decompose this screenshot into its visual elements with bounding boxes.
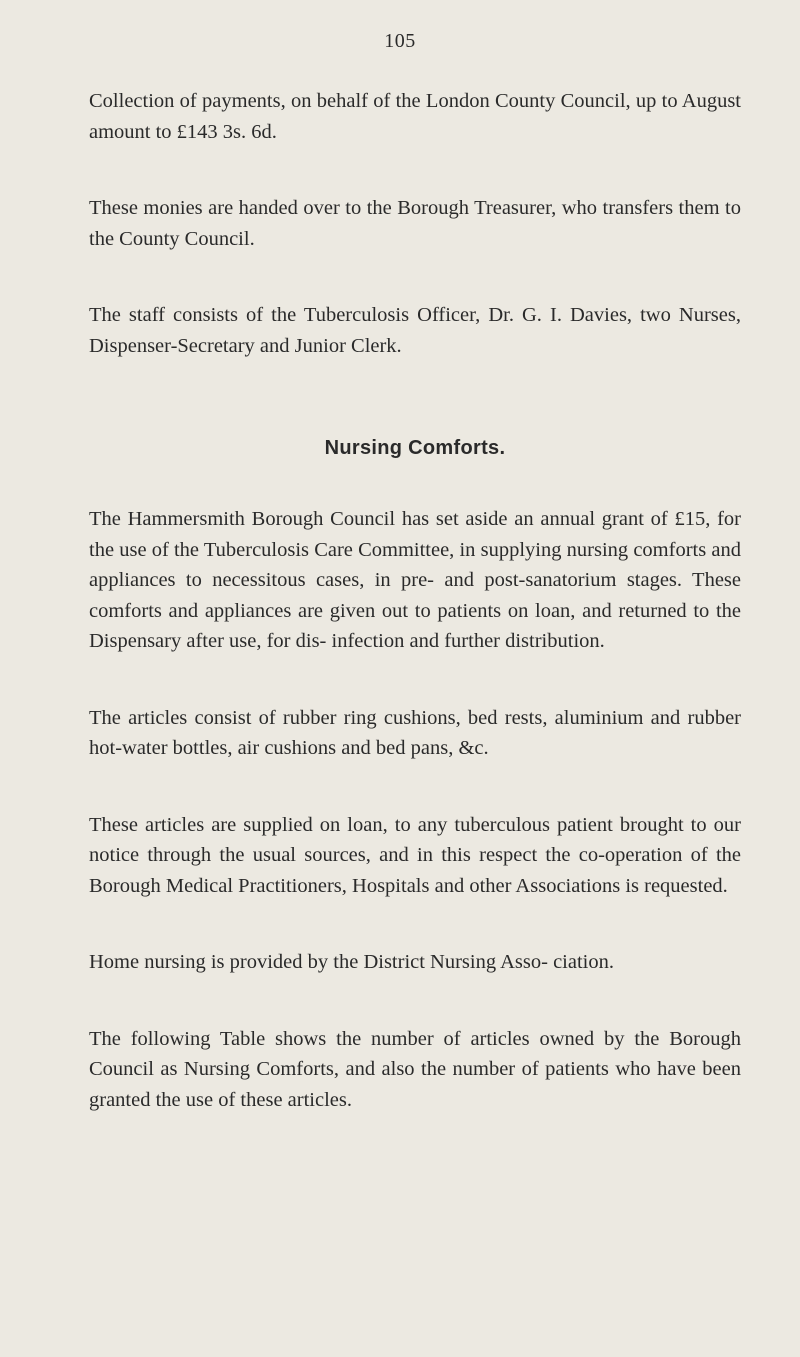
paragraph-supplied-on-loan: These articles are supplied on loan, to any tuberculous patient brought to our notice through the usual sources, and in this respect the co-operation of the Borough Medical Practitioners, Hospitals and other Associations is requested. (89, 813, 741, 897)
paragraph-annual-grant: The Hammersmith Borough Council has set aside an annual grant of £15, for the use of the Tuberculosis Care Committee, in supplying nursing comforts and appliances to necessitous cases, in pre- and post-sanatorium stages. These comforts and appliances are given out to patients on loan, and returned to the Dispensary after use, for dis- infection and further distribution. (89, 508, 741, 652)
paragraph-home-nursing: Home nursing is provided by the District Nursing Asso- ciation. (89, 951, 614, 973)
paragraph-following-table: The following Table shows the number of articles owned by the Borough Council as Nursing Comforts, and also the number of patients who have been granted the use of these articles. (89, 1027, 741, 1111)
section-heading-nursing-comforts: Nursing Comforts. (324, 437, 506, 459)
paragraph-monies-handed-over: These monies are handed over to the Borough Treasurer, who transfers them to the County Council. (89, 197, 741, 250)
paragraph-articles-list: The articles consist of rubber ring cushions, bed rests, aluminium and rubber hot-water bottles, air cushions and bed pans, &c. (89, 706, 741, 759)
paragraph-staff: The staff consists of the Tuberculosis Officer, Dr. G. I. Davies, two Nurses, Dispenser-Secretary and Junior Clerk. (89, 304, 741, 357)
paragraph-collection-of-payments: Collection of payments, on behalf of the London County Council, up to August amount to £143 3s. 6d. (89, 90, 741, 143)
page-number: 105 (384, 30, 416, 52)
page-body (89, 86, 741, 1115)
